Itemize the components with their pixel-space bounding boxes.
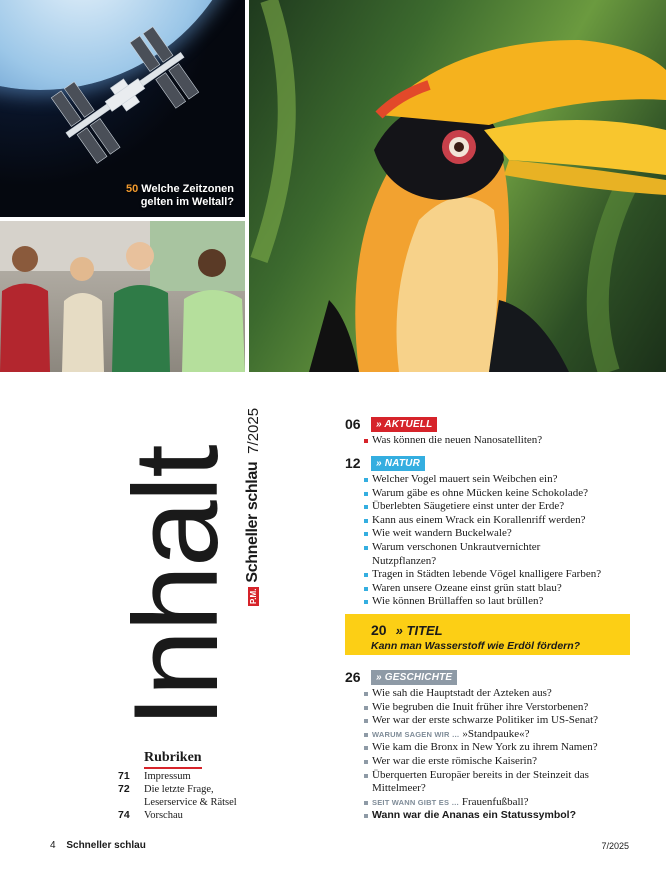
rubrik-label: Vorschau — [144, 810, 183, 821]
toc-item[interactable]: Wer war der erste schwarze Politiker im US-Senat? — [364, 714, 645, 728]
students-silhouettes — [0, 221, 245, 372]
cover-story-label: » TITEL — [395, 623, 443, 638]
footer-issue: 7/2025 — [601, 841, 629, 851]
toc-item[interactable]: Überlebten Säugetiere einst unter der Erde? — [364, 500, 645, 514]
section-page-number: 06 — [345, 416, 361, 432]
footer-left — [50, 840, 146, 851]
rubriken-heading: Rubriken — [144, 750, 202, 769]
toc-item[interactable]: Waren unsere Ozeane einst grün statt blau? — [364, 582, 645, 596]
toc-item[interactable]: Welcher Vogel mauert sein Weibchen ein? — [364, 473, 645, 487]
toc-item[interactable]: Wie kam die Bronx in New York zu ihrem Namen? — [364, 741, 645, 755]
issue-number: 7/2025 — [244, 407, 262, 454]
page-title: Inhalt — [109, 446, 243, 728]
rubrik-label-line2: Leserservice & Rätsel — [144, 797, 237, 808]
rubrik-label-line1: Die letzte Frage, — [144, 784, 214, 795]
students-photo — [0, 221, 245, 372]
item-text: »Standpauke«? — [459, 727, 530, 740]
item-text: Frauenfußball? — [459, 795, 529, 808]
rubrik-label — [144, 783, 237, 809]
magazine-brand: Schneller schlau — [244, 461, 261, 583]
toc-item[interactable]: Wie können Brüllaffen so laut brüllen? — [364, 595, 645, 609]
cover-story-page: 20 — [371, 622, 387, 638]
space-caption-number: 50 — [126, 183, 139, 195]
toc-item[interactable]: Wann war die Ananas ein Statussymbol? — [364, 809, 645, 823]
space-caption — [114, 183, 234, 209]
pm-badge: P.M. — [248, 588, 258, 604]
rubrik-label: Impressum — [144, 771, 191, 782]
section-tag-geschichte[interactable]: » GESCHICHTE — [371, 670, 457, 685]
toc-item[interactable] — [364, 728, 645, 742]
hornbill-graphic — [249, 0, 666, 372]
footer-page-number: 4 — [50, 840, 56, 851]
list-item[interactable] — [118, 783, 237, 809]
toc-item[interactable]: Wie sah die Hauptstadt der Azteken aus? — [364, 687, 645, 701]
section-page-number: 26 — [345, 669, 361, 685]
item-kicker: WARUM SAGEN WIR … — [372, 729, 460, 739]
toc-item[interactable]: Warum verschonen Unkrautvernichter Nutzpflanzen? — [364, 541, 579, 568]
page-number: 71 — [118, 770, 130, 782]
toc-item[interactable]: Wer war die erste römische Kaiserin? — [364, 755, 645, 769]
section-natur — [345, 455, 645, 609]
page-number: 74 — [118, 809, 130, 821]
footer-brand: Schneller schlau — [66, 840, 146, 851]
toc-item[interactable]: Wie begruben die Inuit früher ihre Verstorbenen? — [364, 701, 645, 715]
toc-item[interactable]: Warum gäbe es ohne Mücken keine Schokolade? — [364, 487, 645, 501]
section-geschichte — [345, 669, 645, 823]
page-number: 72 — [118, 783, 130, 795]
toc-item[interactable] — [364, 796, 645, 810]
toc-item[interactable]: Was können die neuen Nanosatelliten? — [364, 434, 645, 448]
magazine-branding — [244, 408, 262, 606]
cover-story-question: Kann man Wasserstoff wie Erdöl fördern? — [371, 640, 581, 652]
list-item[interactable] — [118, 809, 237, 822]
rubriken-list — [118, 770, 237, 822]
toc-item[interactable]: Tragen in Städten lebende Vögel knalligere Farben? — [364, 568, 645, 582]
section-tag-aktuell[interactable]: » AKTUELL — [371, 417, 437, 432]
toc-item[interactable]: Wie weit wandern Buckelwale? — [364, 527, 645, 541]
cover-story-box[interactable] — [345, 614, 630, 655]
section-aktuell — [345, 416, 645, 448]
section-page-number: 12 — [345, 455, 361, 471]
item-kicker: SEIT WANN GIBT ES … — [372, 797, 460, 807]
toc-item[interactable]: Kann aus einem Wrack ein Korallenriff werden? — [364, 514, 645, 528]
space-caption-text: Welche Zeitzonen gelten im Weltall? — [140, 183, 234, 208]
space-station-photo — [0, 0, 245, 217]
toc-item[interactable]: Überquerten Europäer bereits in der Steinzeit das Mittelmeer? — [364, 769, 594, 796]
section-tag-natur[interactable]: » NATUR — [371, 456, 425, 471]
list-item[interactable] — [118, 770, 237, 783]
hornbill-photo — [249, 0, 666, 372]
